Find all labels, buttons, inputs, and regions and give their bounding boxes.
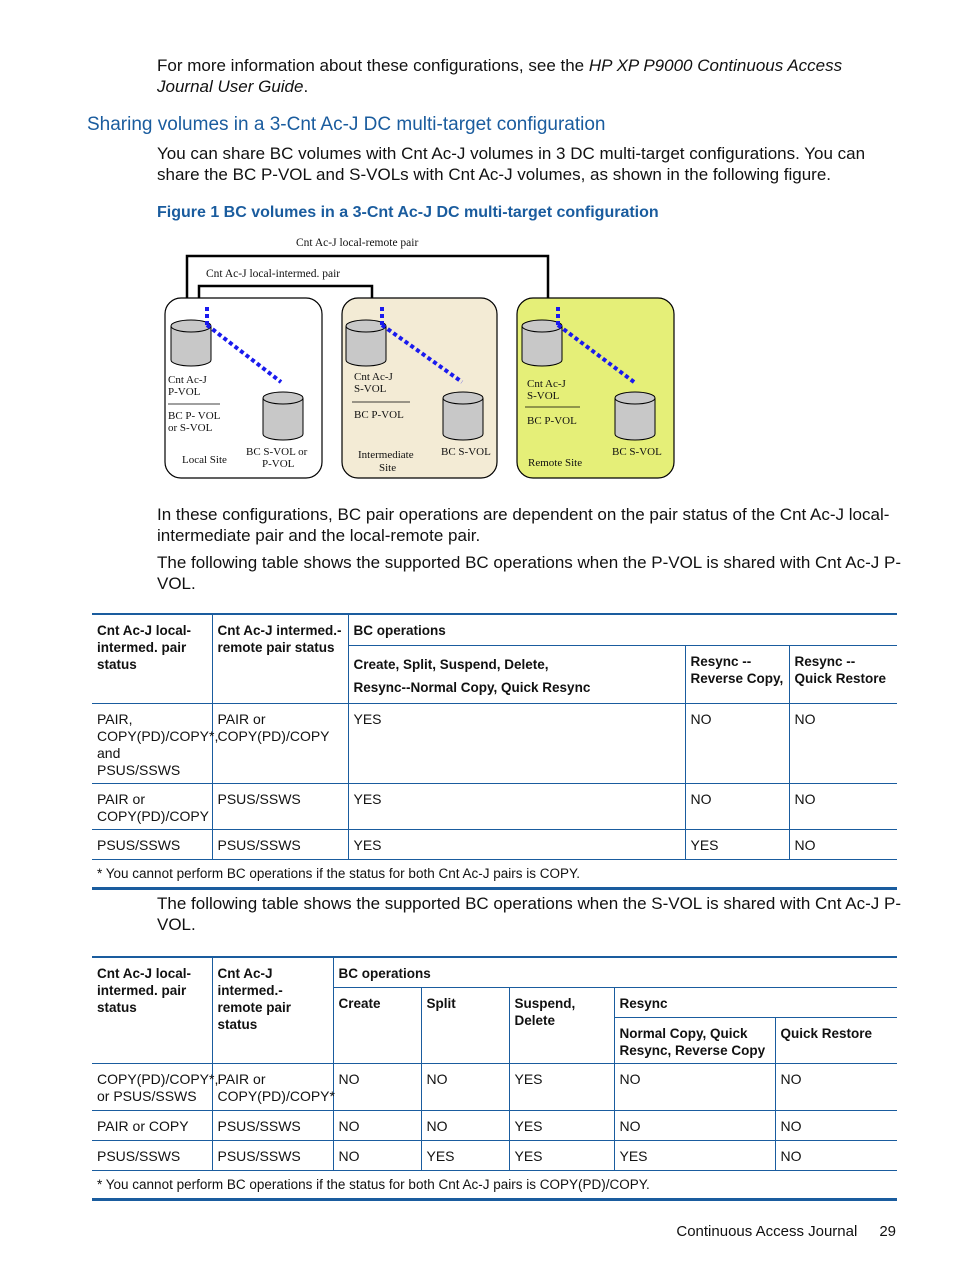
intermediate-site-label-2: Site [379,462,397,474]
t1-footnote: * You cannot perform BC operations if the status for both Cnt Ac-J pairs is COPY. [92,859,897,888]
t1-header-reverse-copy: Resync -- Reverse Copy, [685,645,789,703]
intro-text: For more information about these configurations, see the [157,56,589,75]
t1-header-intermed-remote: Cnt Ac-J intermed.-remote pair status [212,614,348,703]
local-bc-label-2: P-VOL [262,458,295,470]
intermediate-bc-label: BC S-VOL [441,446,491,458]
local-vol-label-1: Cnt Ac-J [168,374,207,386]
table-row: COPY(PD)/COPY*, or PSUS/SSWS PAIR or COPY(PD)/COPY* NO NO YES NO NO [92,1063,897,1110]
page-footer [676,1223,896,1240]
remote-vol-label-3: BC P-VOL [527,415,577,427]
remote-bc-label: BC S-VOL [612,446,662,458]
intro-paragraph [157,56,902,97]
t2-header-normal-copy: Normal Copy, Quick Resync, Reverse Copy [614,1017,775,1063]
local-bc-label-1: BC S-VOL or [246,446,308,458]
t2-header-resync: Resync [614,987,897,1017]
footer-title: Continuous Access Journal [676,1223,858,1240]
table-row: PSUS/SSWS PSUS/SSWS NO YES YES YES NO [92,1140,897,1170]
local-site-label: Local Site [182,454,227,466]
intermediate-cnt-volume-icon [346,320,386,366]
table-row: PAIR or COPY(PD)/COPY PSUS/SSWS YES NO NO [92,783,897,829]
intermediate-vol-label-3: BC P-VOL [354,409,404,421]
local-vol-label-4: or S-VOL [168,422,213,434]
t2-header-quick-restore: Quick Restore [775,1017,897,1063]
t2-header-intermed-remote: Cnt Ac-J intermed.-remote pair status [212,957,333,1063]
intro-end: . [303,76,309,96]
t2-footnote: * You cannot perform BC operations if the status for both Cnt Ac-J pairs is COPY(PD)/COPY. [92,1170,897,1199]
local-bc-volume-icon [263,392,303,440]
section-heading: Sharing volumes in a 3-Cnt Ac-J DC multi-target configuration [87,114,606,135]
t2-header-local-intermed: Cnt Ac-J local-intermed. pair status [92,957,212,1063]
intermediate-site-label-1: Intermediate [358,449,414,461]
page-number: 29 [879,1223,896,1240]
remote-vol-label-1: Cnt Ac-J [527,378,566,390]
local-vol-label-2: P-VOL [168,386,201,398]
multi-target-diagram [160,230,680,482]
t1-header-quick-restore: Resync -- Quick Restore [789,645,897,703]
t2-header-create: Create [333,987,421,1063]
t1-header-bc-operations: BC operations [348,614,897,645]
local-remote-pair-label: Cnt Ac-J local-remote pair [296,237,419,249]
table2-intro-paragraph: The following table shows the supported BC operations when the S-VOL is shared with Cnt Ac-J P-VOL. [157,894,901,934]
local-intermed-pair-label: Cnt Ac-J local-intermed. pair [206,268,341,280]
t2-header-suspend-delete: Suspend, Delete [509,987,614,1063]
intermediate-vol-label-1: Cnt Ac-J [354,371,393,383]
svol-shared-table [92,956,897,1201]
figure-caption: Figure 1 BC volumes in a 3-Cnt Ac-J DC multi-target configuration [157,204,659,221]
remote-site-label: Remote Site [528,457,583,469]
remote-vol-label-2: S-VOL [527,390,560,402]
table-row: PSUS/SSWS PSUS/SSWS YES YES NO [92,829,897,859]
t1-header-local-intermed: Cnt Ac-J local-intermed. pair status [92,614,212,703]
table-row: PAIR or COPY PSUS/SSWS NO NO YES NO NO [92,1110,897,1140]
remote-bc-volume-icon [615,392,655,440]
pvol-shared-table [92,613,897,890]
local-cnt-volume-icon [171,320,211,366]
table1-intro-paragraph: The following table shows the supported BC operations when the P-VOL is shared with Cnt Ac-J P-VOL. [157,553,901,593]
t1-header-ops: Create, Split, Suspend, Delete, Resync--Normal Copy, Quick Resync [348,645,685,703]
t2-header-bc-operations: BC operations [333,957,897,987]
intermediate-vol-label-2: S-VOL [354,383,387,395]
guide-title: HP XP P9000 Continuous Access Journal User Guide [157,56,843,96]
local-vol-label-3: BC P- VOL [168,410,221,422]
t2-header-split: Split [421,987,509,1063]
section-paragraph: You can share BC volumes with Cnt Ac-J volumes in 3 DC multi-target configurations. You can share the BC P-VOL and S-VOLs with Cnt Ac-J volumes, as shown in the following figure. [157,144,866,184]
table-row: PAIR, COPY(PD)/COPY*, and PSUS/SSWS PAIR or COPY(PD)/COPY YES NO NO [92,703,897,783]
intermediate-bc-volume-icon [443,392,483,440]
dependency-paragraph: In these configurations, BC pair operations are dependent on the pair status of the Cnt Ac-J local-intermediate pair and the local-remote pair. [157,505,890,545]
remote-cnt-volume-icon [522,320,562,366]
